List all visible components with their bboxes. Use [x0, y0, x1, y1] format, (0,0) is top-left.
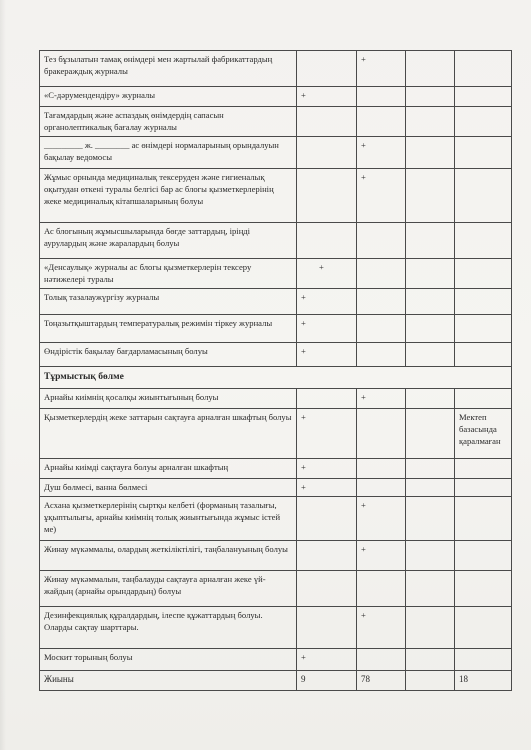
- criterion-cell: Арнайы киімді сақтауға болуы арналған шкафтың: [40, 459, 297, 479]
- mark-cell-col2: [357, 289, 406, 315]
- note-cell: [455, 259, 512, 289]
- note-cell: [455, 107, 512, 137]
- criterion-cell: Москит торының болуы: [40, 649, 297, 671]
- mark-cell-col2: [357, 409, 406, 459]
- mark-cell-col3: [406, 571, 455, 607]
- mark-cell-col1: +: [297, 315, 357, 343]
- note-cell: [455, 497, 512, 541]
- mark-cell-col2: [357, 571, 406, 607]
- criterion-cell: Жинау мүкәммалы, олардың жеткіліктілігі, таңбалануының болуы: [40, 541, 297, 571]
- note-cell: [455, 479, 512, 497]
- total-value-col2: 78: [357, 671, 406, 691]
- section-header-row: [40, 367, 512, 389]
- mark-cell-col1: +: [297, 479, 357, 497]
- criterion-cell: Жинау мүкәммалын, таңбалауды сақтауға арналған жеке үй-жайдың (арнайы орындардың) болуы: [40, 571, 297, 607]
- mark-cell-col1: [297, 137, 357, 169]
- note-cell: [455, 571, 512, 607]
- criterion-cell: Арнайы киімнің қосалқы жиынтығының болуы: [40, 389, 297, 409]
- mark-cell-col2: [357, 87, 406, 107]
- mark-cell-col3: [406, 649, 455, 671]
- table-row: [40, 51, 512, 87]
- mark-cell-col1: [297, 541, 357, 571]
- criterion-cell: _________ ж. ________ ас өнімдері нормаларының орындалуын бақылау ведомосы: [40, 137, 297, 169]
- mark-cell-col1: [297, 497, 357, 541]
- criterion-cell: «Денсаулық» журналы ас блогы қызметкерлерін тексеру нәтижелері туралы: [40, 259, 297, 289]
- table-row: [40, 607, 512, 649]
- mark-cell-col2: +: [357, 137, 406, 169]
- total-row: [40, 671, 512, 691]
- note-cell: [455, 87, 512, 107]
- mark-cell-col1: +: [297, 259, 357, 289]
- table-row: [40, 315, 512, 343]
- table-row: [40, 289, 512, 315]
- table-row: [40, 87, 512, 107]
- total-value-col4: 18: [455, 671, 512, 691]
- total-value-col3: [406, 671, 455, 691]
- total-value-col1: 9: [297, 671, 357, 691]
- note-cell: [455, 223, 512, 259]
- criterion-cell: Душ бөлмесі, ванна бөлмесі: [40, 479, 297, 497]
- note-cell: [455, 459, 512, 479]
- mark-cell-col3: [406, 87, 455, 107]
- mark-cell-col2: [357, 459, 406, 479]
- mark-cell-col3: [406, 169, 455, 223]
- mark-cell-col2: +: [357, 51, 406, 87]
- mark-cell-col2: +: [357, 497, 406, 541]
- table-row: [40, 571, 512, 607]
- mark-cell-col3: [406, 259, 455, 289]
- mark-cell-col2: [357, 649, 406, 671]
- mark-cell-col1: [297, 571, 357, 607]
- mark-cell-col2: +: [357, 541, 406, 571]
- table-row: [40, 541, 512, 571]
- criterion-cell: Тағамдардың және аспаздық өнімдердің сапасын органолептикалық бағалау журналы: [40, 107, 297, 137]
- table-row: [40, 389, 512, 409]
- criterion-cell: Тоңазытқыштардың температуралық режимін тіркеу журналы: [40, 315, 297, 343]
- mark-cell-col1: +: [297, 649, 357, 671]
- mark-cell-col2: +: [357, 169, 406, 223]
- note-cell: [455, 389, 512, 409]
- table-row: [40, 479, 512, 497]
- table-row: [40, 343, 512, 367]
- mark-cell-col2: [357, 107, 406, 137]
- table-row: [40, 459, 512, 479]
- mark-cell-col1: +: [297, 87, 357, 107]
- mark-cell-col3: [406, 107, 455, 137]
- table-row: [40, 497, 512, 541]
- note-cell: [455, 607, 512, 649]
- mark-cell-col1: [297, 51, 357, 87]
- mark-cell-col3: [406, 541, 455, 571]
- criterion-cell: Қызметкерлердің жеке заттарын сақтауға арналған шкафтың болуы: [40, 409, 297, 459]
- mark-cell-col2: +: [357, 607, 406, 649]
- page-edge-shadow: [0, 0, 6, 750]
- note-cell: [455, 137, 512, 169]
- mark-cell-col3: [406, 137, 455, 169]
- table-row: [40, 259, 512, 289]
- mark-cell-col2: [357, 223, 406, 259]
- mark-cell-col1: [297, 107, 357, 137]
- mark-cell-col1: [297, 389, 357, 409]
- note-cell: [455, 51, 512, 87]
- total-label: Жиыны: [40, 671, 297, 691]
- inspection-checklist-table: [39, 50, 512, 691]
- table-row: [40, 223, 512, 259]
- table-row: [40, 409, 512, 459]
- note-cell: [455, 289, 512, 315]
- criterion-cell: Өндірістік бақылау бағдарламасының болуы: [40, 343, 297, 367]
- criterion-cell: Толық тазалаужүргізу журналы: [40, 289, 297, 315]
- mark-cell-col3: [406, 409, 455, 459]
- mark-cell-col2: [357, 479, 406, 497]
- mark-cell-col3: [406, 289, 455, 315]
- mark-cell-col3: [406, 607, 455, 649]
- note-cell: [455, 649, 512, 671]
- mark-cell-col1: [297, 223, 357, 259]
- mark-cell-col1: +: [297, 343, 357, 367]
- mark-cell-col1: [297, 607, 357, 649]
- mark-cell-col3: [406, 389, 455, 409]
- mark-cell-col3: [406, 223, 455, 259]
- note-cell: Мектеп базасында қаралмаған: [455, 409, 512, 459]
- table-row: [40, 649, 512, 671]
- mark-cell-col1: +: [297, 409, 357, 459]
- note-cell: [455, 343, 512, 367]
- criterion-cell: Асхана қызметкерлерінің сыртқы келбеті (форманың тазалығы, ұқыптылығы, арнайы киімнің толық жиынтығында жұмыс істей ме): [40, 497, 297, 541]
- mark-cell-col3: [406, 51, 455, 87]
- mark-cell-col2: [357, 315, 406, 343]
- criterion-cell: Жұмыс орнында медициналық тексеруден және гигиеналық оқытудан өткені туралы белгісі бар ас блогы қызметкерлерінің жеке медициналық кітапшаларының болуы: [40, 169, 297, 223]
- mark-cell-col1: +: [297, 459, 357, 479]
- mark-cell-col3: [406, 315, 455, 343]
- table-row: [40, 169, 512, 223]
- criterion-cell: Дезинфекциялық құралдардың, ілеспе құжаттардың болуы. Оларды сақтау шарттары.: [40, 607, 297, 649]
- mark-cell-col2: [357, 259, 406, 289]
- mark-cell-col2: +: [357, 389, 406, 409]
- mark-cell-col2: [357, 343, 406, 367]
- mark-cell-col3: [406, 497, 455, 541]
- note-cell: [455, 169, 512, 223]
- criterion-cell: «С-дәрумендендіру» журналы: [40, 87, 297, 107]
- mark-cell-col3: [406, 459, 455, 479]
- mark-cell-col3: [406, 479, 455, 497]
- note-cell: [455, 315, 512, 343]
- section-title: Тұрмыстық бөлме: [40, 367, 512, 389]
- note-cell: [455, 541, 512, 571]
- table-row: [40, 107, 512, 137]
- mark-cell-col1: +: [297, 289, 357, 315]
- mark-cell-col1: [297, 169, 357, 223]
- criterion-cell: Тез бұзылатын тамақ өнімдері мен жартылай фабрикаттардың бракераждық журналы: [40, 51, 297, 87]
- mark-cell-col3: [406, 343, 455, 367]
- criterion-cell: Ас блогының жұмысшыларында бөгде заттардың, іріңді аурулардың және жаралардың болуы: [40, 223, 297, 259]
- table-row: [40, 137, 512, 169]
